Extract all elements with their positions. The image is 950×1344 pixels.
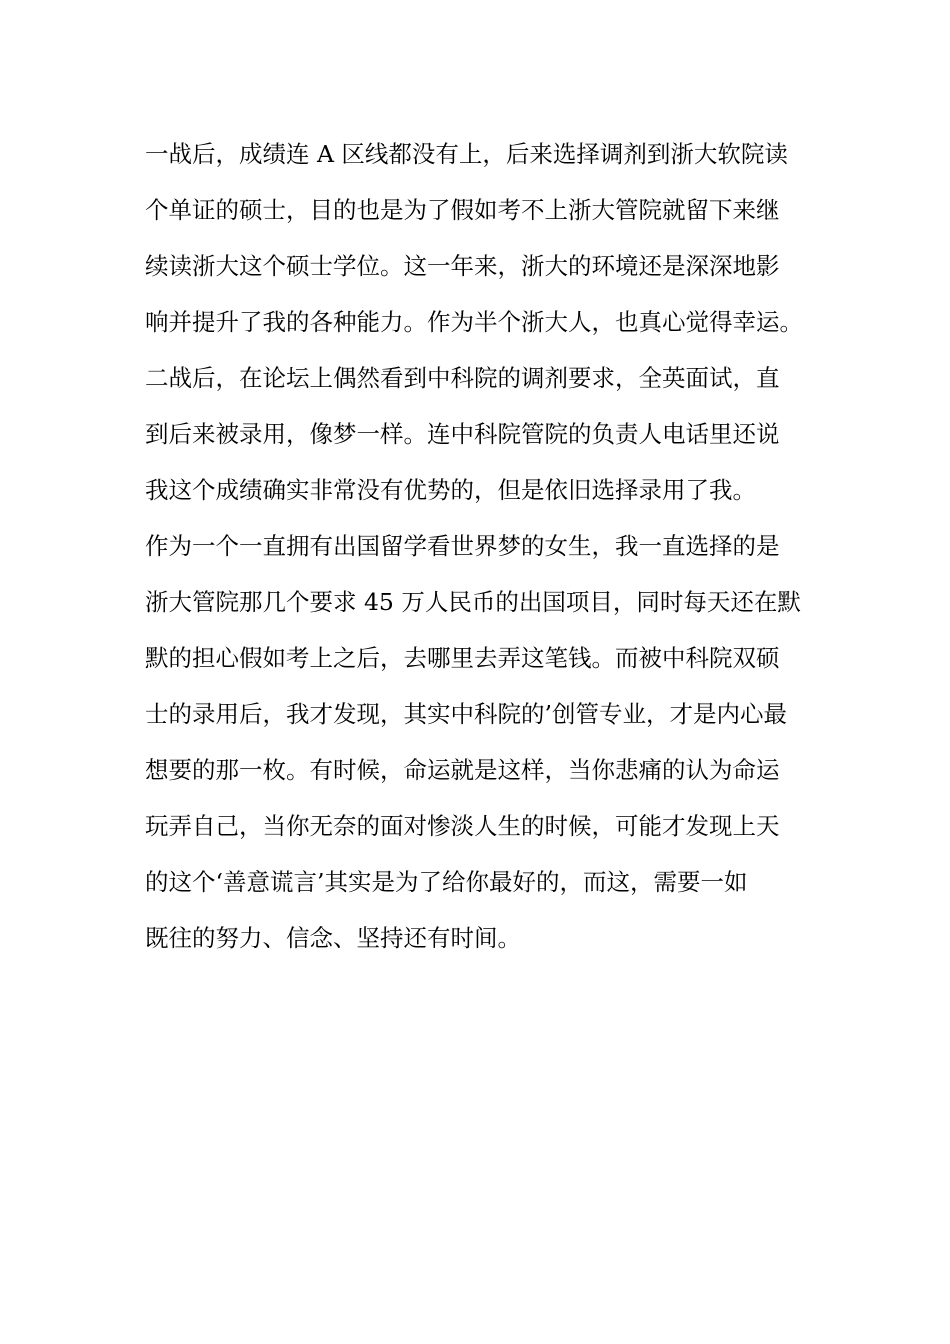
text-line: 士的录用后，我才发现，其实中科院的’创管专业，才是内心最 [145, 700, 787, 728]
text-line: 既往的努力、信念、坚持还有时间。 [145, 924, 521, 952]
text-line: 到后来被录用，像梦一样。连中科院管院的负责人电话里还说 [145, 420, 780, 448]
text-line: 作为一个一直拥有出国留学看世界梦的女生，我一直选择的是 [145, 532, 780, 560]
text-line: 我这个成绩确实非常没有优势的，但是依旧选择录用了我。 [145, 476, 756, 504]
text-line: 响并提升了我的各种能力。作为半个浙大人，也真心觉得幸运。 [145, 308, 803, 336]
text-line: 浙大管院那几个要求 45 万人民币的出国项目，同时每天还在默 [145, 588, 801, 616]
document-body [145, 132, 810, 972]
text-line: 续读浙大这个硕士学位。这一年来，浙大的环境还是深深地影 [145, 252, 780, 280]
text-line: 一战后，成绩连 A 区线都没有上，后来选择调剂到浙大软院读 [145, 140, 788, 168]
text-line: 二战后，在论坛上偶然看到中科院的调剂要求，全英面试，直 [145, 364, 780, 392]
text-line: 的这个‘善意谎言’其实是为了给你最好的，而这，需要一如 [145, 868, 748, 896]
text-line: 默的担心假如考上之后，去哪里去弄这笔钱。而被中科院双硕 [145, 644, 780, 672]
text-line: 想要的那一枚。有时候，命运就是这样，当你悲痛的认为命运 [145, 756, 780, 784]
text-line: 个单证的硕士，目的也是为了假如考不上浙大管院就留下来继 [145, 196, 780, 224]
text-line: 玩弄自己，当你无奈的面对惨淡人生的时候，可能才发现上天 [145, 812, 780, 840]
